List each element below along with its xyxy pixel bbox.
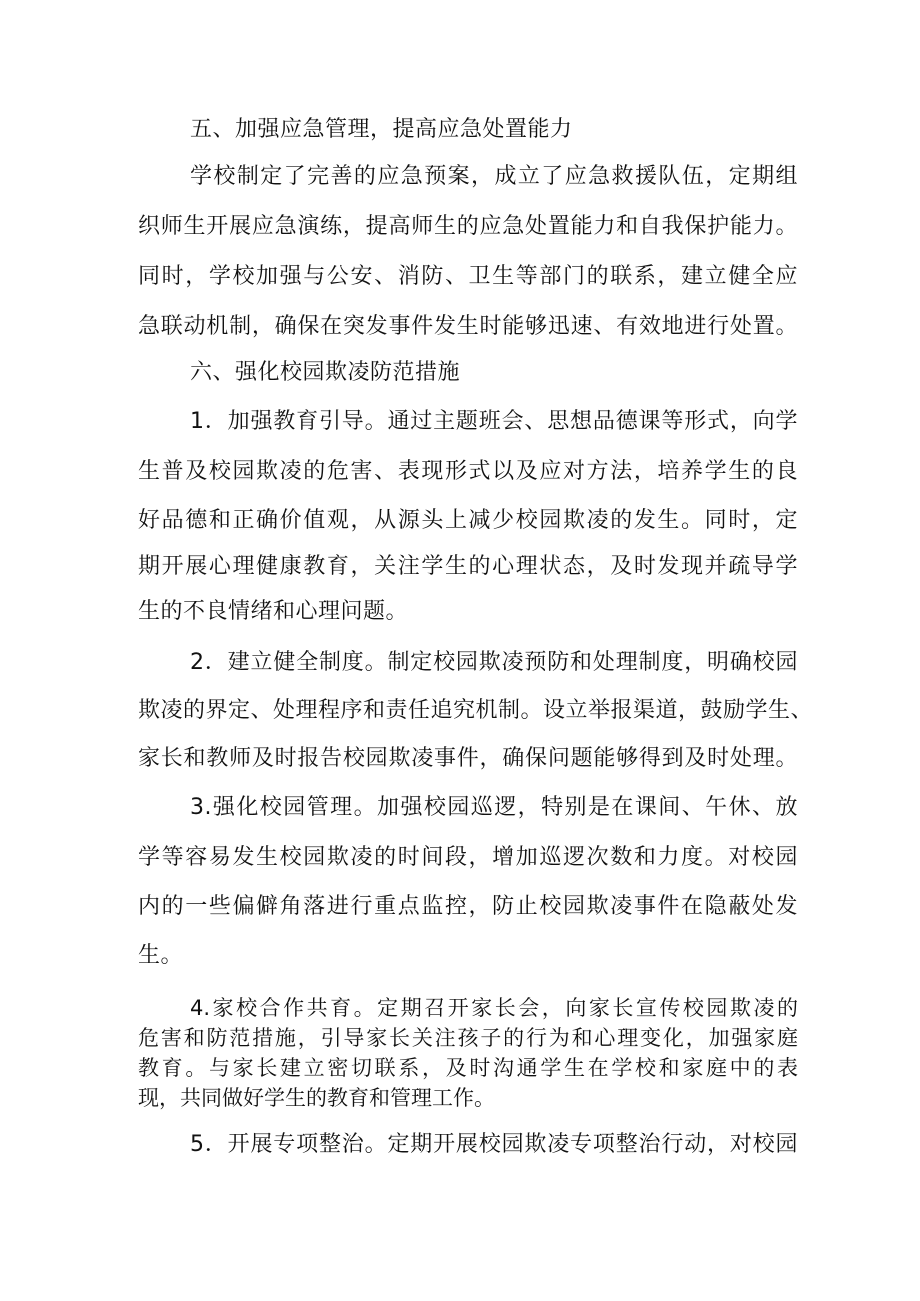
item-1-line: 好品德和正确价值观，从源头上减少校园欺凌的发生。同时，定 <box>138 508 798 533</box>
item-4-line: 4.家校合作共育。定期召开家长会，向家长宣传校园欺凌的 <box>190 996 798 1020</box>
item-3-line: 学等容易发生校园欺凌的时间段，增加巡逻次数和力度。对校园 <box>138 845 798 870</box>
section-5-line: 织师生开展应急演练，提高师生的应急处置能力和自我保护能力。 <box>138 214 798 239</box>
item-1-line: 生普及校园欺凌的危害、表现形式以及应对方法，培养学生的良 <box>138 459 798 484</box>
item-1-line: 1．加强教育引导。通过主题班会、思想品德课等形式，向学 <box>190 409 798 434</box>
item-4-line: 教育。与家长建立密切联系，及时沟通学生在学校和家庭中的表 <box>138 1056 798 1080</box>
item-3-line: 3.强化校园管理。加强校园巡逻，特别是在课间、午休、放 <box>190 795 798 820</box>
item-1-line: 期开展心理健康教育，关注学生的心理状态，及时发现并疏导学 <box>138 554 798 579</box>
item-2-line: 2．建立健全制度。制定校园欺凌预防和处理制度，明确校园 <box>190 650 798 675</box>
section-5-line: 学校制定了完善的应急预案，成立了应急救援队伍，定期组 <box>190 164 798 189</box>
item-2-line: 欺凌的界定、处理程序和责任追究机制。设立举报渠道，鼓励学生、 <box>138 698 814 723</box>
item-4-line: 危害和防范措施，引导家长关注孩子的行为和心理变化，加强家庭 <box>138 1026 798 1050</box>
item-3-line: 生。 <box>138 943 184 968</box>
section-5-heading: 五、加强应急管理，提高应急处置能力 <box>190 117 573 142</box>
section-5-line: 急联动机制，确保在突发事件发生时能够迅速、有效地进行处置。 <box>138 314 798 339</box>
item-3-line: 内的一些偏僻角落进行重点监控，防止校园欺凌事件在隐蔽处发 <box>138 894 798 919</box>
item-1-line: 生的不良情绪和心理问题。 <box>138 599 409 624</box>
item-4-line: 现，共同做好学生的教育和管理工作。 <box>138 1086 495 1110</box>
section-6-heading: 六、强化校园欺凌防范措施 <box>190 360 461 385</box>
item-2-line: 家长和教师及时报告校园欺凌事件，确保问题能够得到及时处理。 <box>138 746 798 771</box>
item-5-line: 5．开展专项整治。定期开展校园欺凌专项整治行动，对校园 <box>190 1132 798 1157</box>
section-5-line: 同时，学校加强与公安、消防、卫生等部门的联系，建立健全应 <box>138 264 798 289</box>
